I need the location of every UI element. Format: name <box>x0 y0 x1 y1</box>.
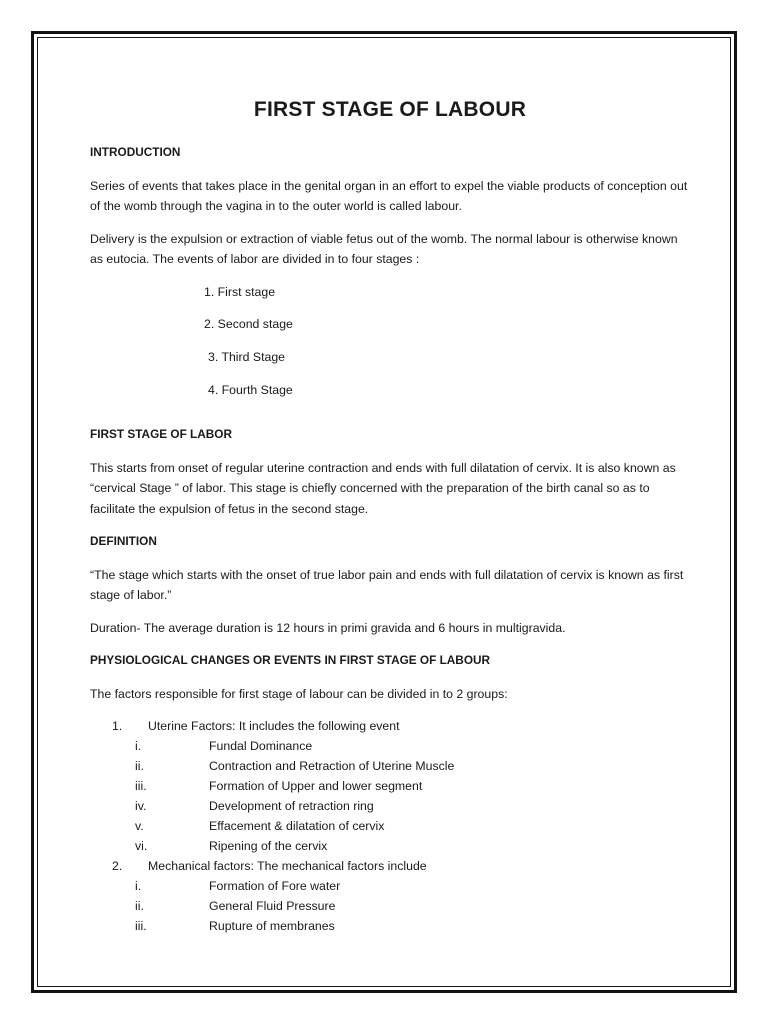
factor-label: Uterine Factors: It includes the following event <box>148 719 400 734</box>
sub-item-text: Ripening of the cervix <box>209 839 328 854</box>
sub-item-text: Formation of Fore water <box>209 879 341 894</box>
sub-item-number: iv. <box>135 799 147 814</box>
sub-item <box>90 796 690 816</box>
factor-sublist <box>90 736 690 856</box>
definition-quote: “The stage which starts with the onset of true labor pain and ends with full dilatation of cervix is known as first stage of labor.” <box>90 567 684 603</box>
sub-item-number: ii. <box>135 899 144 914</box>
factors-list <box>90 716 690 936</box>
delivery-paragraph: Delivery is the expulsion or extraction of viable fetus out of the womb. The normal labour is otherwise known as eutocia. The events of labor are divided in to four stages : <box>90 231 678 266</box>
sub-item <box>90 776 690 796</box>
sub-item-number: ii. <box>135 759 144 774</box>
stages-list <box>90 282 690 413</box>
sub-item <box>90 756 690 776</box>
document-title: FIRST STAGE OF LABOUR <box>253 98 527 121</box>
stage-item: 4. Fourth Stage <box>208 382 293 397</box>
sub-item-text: Effacement & dilatation of cervix <box>209 819 385 834</box>
duration-paragraph: Duration- The average duration is 12 hours in primi gravida and 6 hours in multigravida. <box>90 620 566 635</box>
sub-item <box>90 916 690 936</box>
stage-item: 2. Second stage <box>204 317 293 332</box>
sub-item-number: i. <box>135 739 142 754</box>
sub-item-number: v. <box>135 819 144 834</box>
introduction-paragraph: Series of events that takes place in the genital organ in an effort to expel the viable products of conception out of the womb through the vagina in to the outer world is called labour. <box>90 178 688 213</box>
factor-item <box>90 856 690 936</box>
sub-item-number: iii. <box>135 919 147 934</box>
sub-item <box>90 836 690 856</box>
first-stage-heading: FIRST STAGE OF LABOR <box>90 427 232 442</box>
factor-number: 1. <box>112 719 123 734</box>
sub-item-text: Rupture of membranes <box>209 919 335 934</box>
sub-item <box>90 736 690 756</box>
physiological-heading: PHYSIOLOGICAL CHANGES OR EVENTS IN FIRST STAGE OF LABOUR <box>90 653 491 668</box>
sub-item-text: Contraction and Retraction of Uterine Muscle <box>209 759 455 774</box>
first-stage-paragraph: This starts from onset of regular uterine contraction and ends with full dilatation of cervix. It is also known as “cervical Stage ” of labor. This stage is chiefly concerned with the preparation of the birth canal so as to facilitate the expulsion of fetus in the second stage. <box>90 460 676 516</box>
factor-label: Mechanical factors: The mechanical factors include <box>148 859 427 874</box>
sub-item <box>90 896 690 916</box>
introduction-heading: INTRODUCTION <box>90 145 181 159</box>
document-body <box>90 96 690 936</box>
sub-item-number: iii. <box>135 779 147 794</box>
sub-item-text: Development of retraction ring <box>209 799 374 814</box>
factors-intro: The factors responsible for first stage of labour can be divided in to 2 groups: <box>90 686 508 701</box>
sub-item <box>90 816 690 836</box>
sub-item-number: vi. <box>135 839 148 854</box>
sub-item-text: Formation of Upper and lower segment <box>209 779 423 794</box>
factor-sublist <box>90 876 690 936</box>
stage-item: 3. Third Stage <box>208 349 286 364</box>
factor-number: 2. <box>112 859 123 874</box>
sub-item <box>90 876 690 896</box>
factor-item <box>90 716 690 856</box>
sub-item-text: Fundal Dominance <box>209 739 313 754</box>
sub-item-number: i. <box>135 879 142 894</box>
sub-item-text: General Fluid Pressure <box>209 899 336 914</box>
definition-heading: DEFINITION <box>90 534 157 549</box>
stage-item: 1. First stage <box>204 284 276 299</box>
